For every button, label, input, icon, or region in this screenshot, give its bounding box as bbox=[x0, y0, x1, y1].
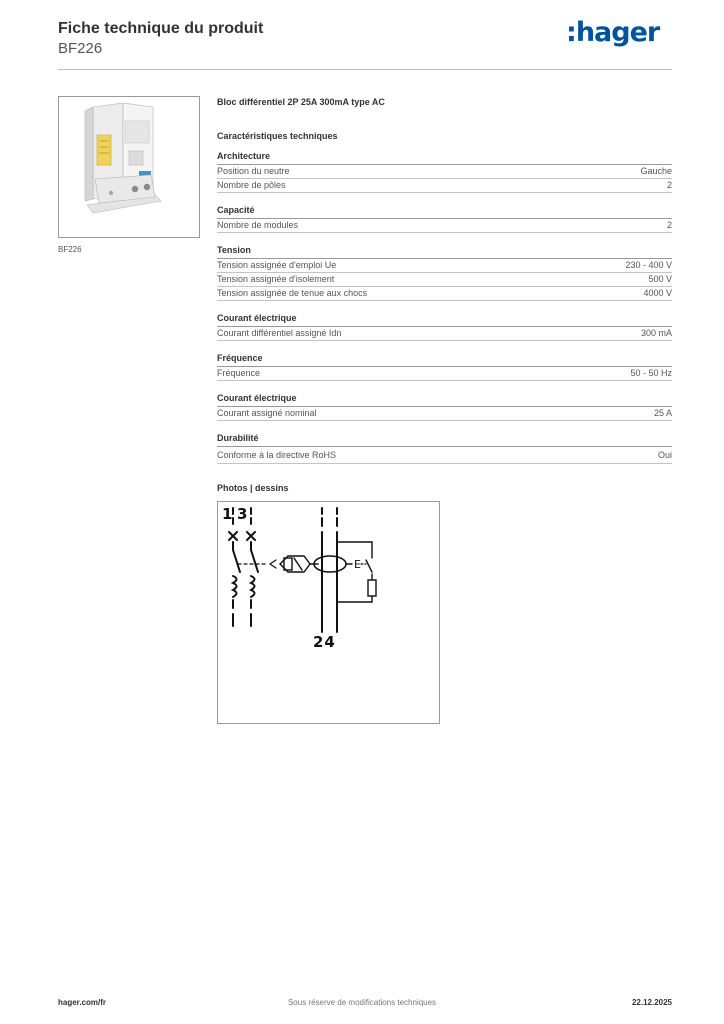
spec-group-capacite bbox=[217, 205, 672, 233]
spec-row bbox=[217, 367, 672, 381]
spec-label: Courant différentiel assigné Idn bbox=[217, 328, 342, 338]
photos-heading: Photos | dessins bbox=[217, 483, 289, 493]
terminal-label-3: 3 bbox=[237, 505, 248, 523]
spec-row bbox=[217, 259, 672, 273]
product-name: Bloc différentiel 2P 25A 300mA type AC bbox=[217, 97, 385, 107]
spec-label: Conforme à la directive RoHS bbox=[217, 450, 337, 460]
spec-group-title: Durabilité bbox=[217, 433, 672, 447]
spec-group-courant-nominal bbox=[217, 393, 672, 421]
spec-value: 25 A bbox=[653, 408, 672, 418]
spec-value: 230 - 400 V bbox=[625, 260, 672, 270]
spec-value: Oui bbox=[657, 450, 672, 460]
header-divider bbox=[58, 69, 672, 70]
spec-group-tension bbox=[217, 245, 672, 301]
spec-row bbox=[217, 407, 672, 421]
terminal-label-24: 24 bbox=[313, 633, 336, 651]
spec-group-title: Fréquence bbox=[217, 353, 672, 367]
spec-value: 4000 V bbox=[643, 288, 672, 298]
wiring-diagram bbox=[217, 501, 440, 724]
spec-label: Position du neutre bbox=[217, 166, 290, 176]
spec-group-architecture bbox=[217, 151, 672, 193]
spec-group-title: Courant électrique bbox=[217, 313, 672, 327]
spec-value: 50 - 50 Hz bbox=[630, 368, 672, 378]
spec-value: 300 mA bbox=[640, 328, 672, 338]
spec-group-title: Architecture bbox=[217, 151, 672, 165]
spec-row bbox=[217, 327, 672, 341]
product-photo-caption: BF226 bbox=[58, 245, 82, 254]
spec-value: 500 V bbox=[648, 274, 672, 284]
test-label: E bbox=[354, 558, 361, 571]
spec-row bbox=[217, 447, 672, 464]
spec-group-title: Courant électrique bbox=[217, 393, 672, 407]
footer-website: hager.com/fr bbox=[58, 998, 107, 1007]
spec-row bbox=[217, 287, 672, 301]
spec-group-title: Capacité bbox=[217, 205, 672, 219]
spec-value: 2 bbox=[666, 220, 672, 230]
spec-heading: Caractéristiques techniques bbox=[217, 131, 338, 141]
spec-label: Nombre de pôles bbox=[217, 180, 286, 190]
brand-name: hager bbox=[575, 17, 660, 48]
brand-logo: :hager bbox=[566, 17, 660, 48]
technical-specifications bbox=[217, 97, 672, 464]
spec-value: 2 bbox=[666, 180, 672, 190]
spec-value: Gauche bbox=[640, 166, 672, 176]
spec-group-frequence bbox=[217, 353, 672, 381]
spec-group-courant-differentiel bbox=[217, 313, 672, 341]
spec-row bbox=[217, 219, 672, 233]
spec-row bbox=[217, 179, 672, 193]
spec-group-durabilite bbox=[217, 433, 672, 464]
page-title: Fiche technique du produit bbox=[58, 20, 264, 37]
spec-label: Tension assignée d'isolement bbox=[217, 274, 335, 284]
spec-label: Courant assigné nominal bbox=[217, 408, 317, 418]
spec-label: Tension assignée de tenue aux chocs bbox=[217, 288, 368, 298]
footer-disclaimer: Sous réserve de modifications techniques bbox=[287, 998, 437, 1007]
spec-label: Tension assignée d'emploi Ue bbox=[217, 260, 337, 270]
footer-date: 22.12.2025 bbox=[631, 998, 672, 1007]
product-photo bbox=[58, 96, 200, 238]
spec-row bbox=[217, 273, 672, 287]
spec-label: Fréquence bbox=[217, 368, 261, 378]
spec-row bbox=[217, 165, 672, 179]
spec-label: Nombre de modules bbox=[217, 220, 299, 230]
spec-group-title: Tension bbox=[217, 245, 672, 259]
product-reference: BF226 bbox=[58, 40, 103, 57]
terminal-label-1: 1 bbox=[222, 505, 233, 523]
